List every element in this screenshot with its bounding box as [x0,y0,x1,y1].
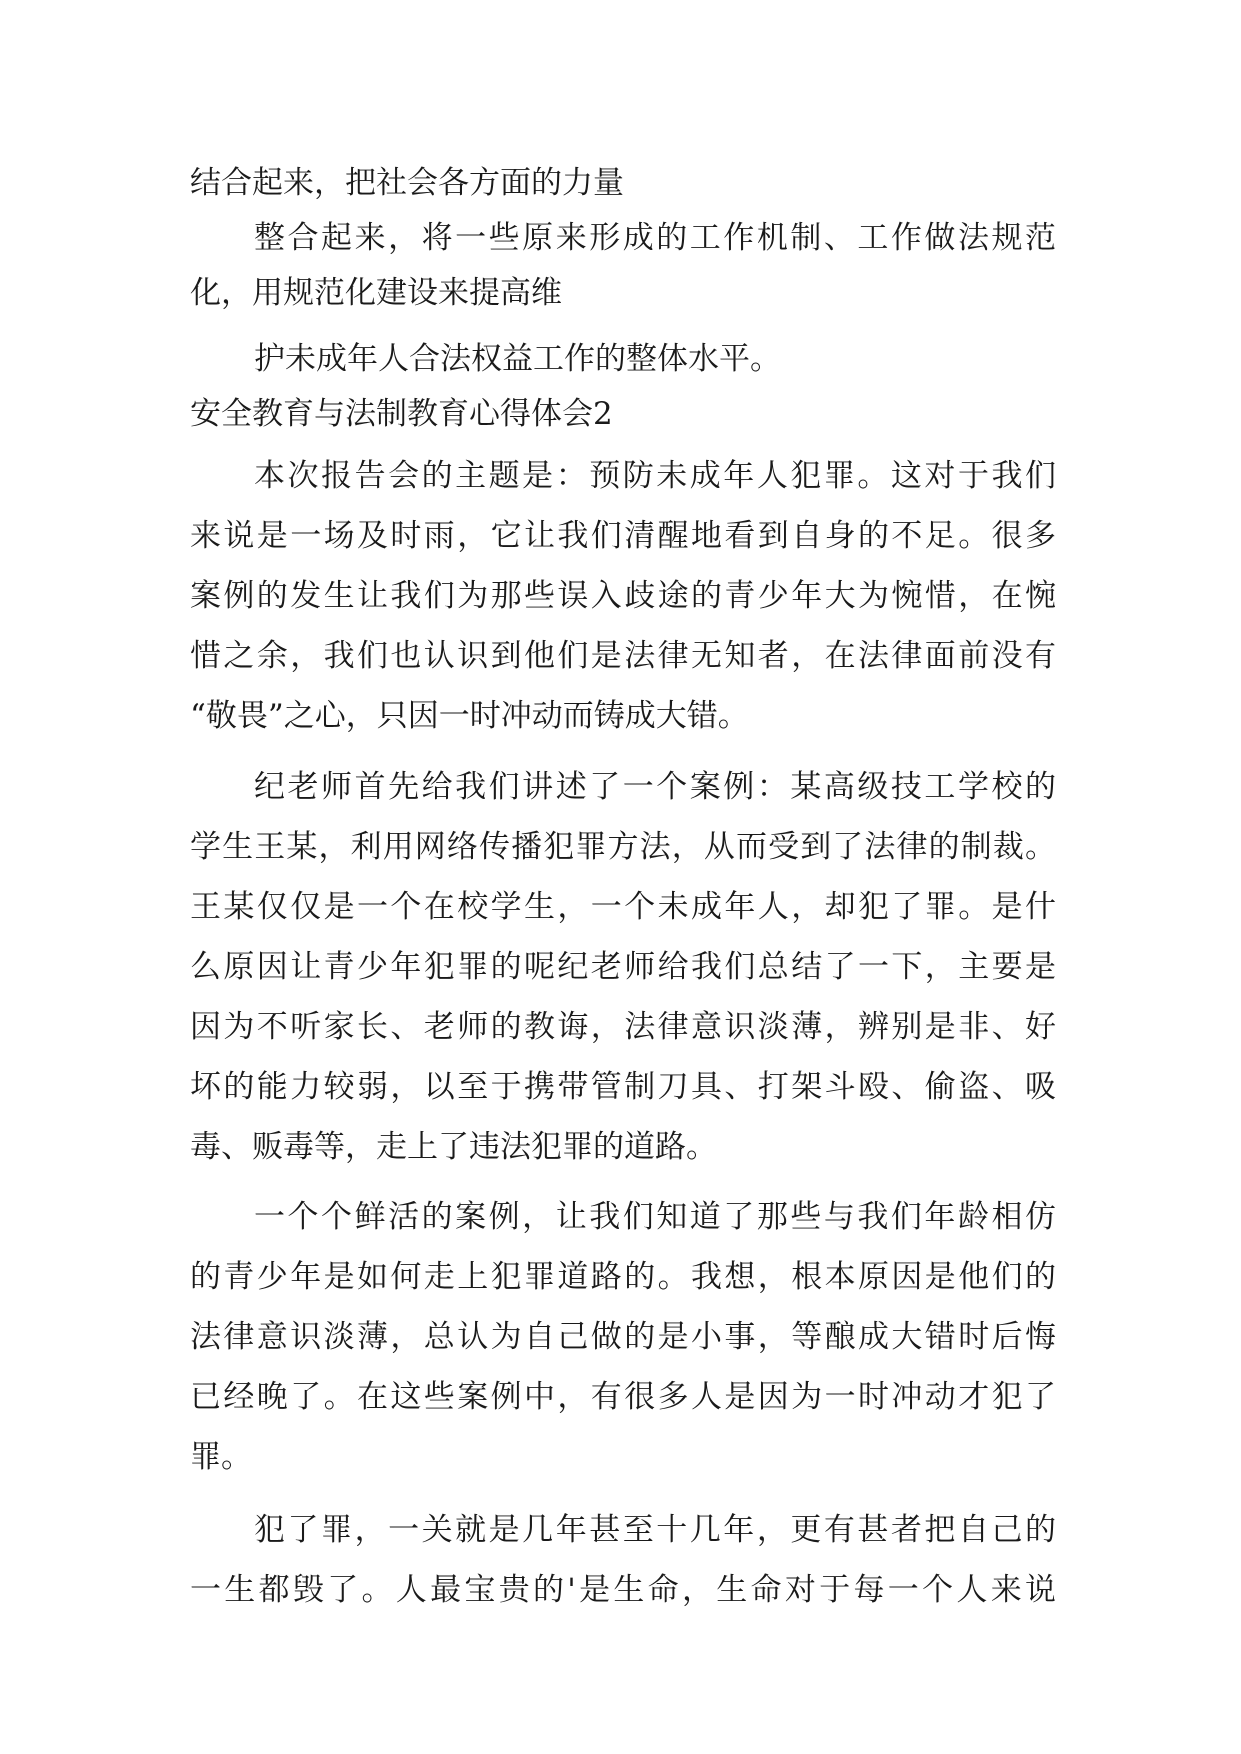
text-line: 法律意识淡薄，总认为自己做的是小事，等酿成大错时后悔 [190,1319,1056,1355]
text-line: 一个个鲜活的案例，让我们知道了那些与我们年龄相仿 [254,1199,1056,1235]
text-line: 护未成年人合法权益工作的整体水平。 [254,341,781,377]
text-line: “敬畏”之心，只因一时冲动而铸成大错。 [190,698,749,734]
text-line: 因为不听家长、老师的教诲，法律意识淡薄，辨别是非、好 [190,1009,1056,1045]
text-line: 本次报告会的主题是：预防未成年人犯罪。这对于我们 [254,458,1056,494]
text-line: 来说是一场及时雨，它让我们清醒地看到自身的不足。很多 [190,518,1056,554]
text-line: 毒、贩毒等，走上了违法犯罪的道路。 [190,1129,717,1165]
text-line: 一生都毁了。人最宝贵的'是生命，生命对于每一个人来说 [190,1572,1056,1608]
text-line: 案例的发生让我们为那些误入歧途的青少年大为惋惜，在惋 [190,578,1056,614]
text-line: 整合起来，将一些原来形成的工作机制、工作做法规范 [254,220,1056,256]
text-line: 结合起来，把社会各方面的力量 [190,165,624,201]
text-line: 的青少年是如何走上犯罪道路的。我想，根本原因是他们的 [190,1259,1056,1295]
section-heading: 安全教育与法制教育心得体会2 [190,396,613,432]
text-line: 惜之余，我们也认识到他们是法律无知者，在法律面前没有 [190,638,1056,674]
text-line: 罪。 [190,1439,252,1475]
text-line: 王某仅仅是一个在校学生，一个未成年人，却犯了罪。是什 [190,889,1056,925]
text-line: 纪老师首先给我们讲述了一个案例：某高级技工学校的 [254,769,1056,805]
text-line: 坏的能力较弱，以至于携带管制刀具、打架斗殴、偷盗、吸 [190,1069,1056,1105]
text-line: 犯了罪，一关就是几年甚至十几年，更有甚者把自己的 [254,1512,1056,1548]
text-line: 化，用规范化建设来提高维 [190,275,562,311]
text-line: 么原因让青少年犯罪的呢纪老师给我们总结了一下，主要是 [190,949,1056,985]
text-line: 已经晚了。在这些案例中，有很多人是因为一时冲动才犯了 [190,1379,1056,1415]
text-line: 学生王某，利用网络传播犯罪方法，从而受到了法律的制裁。 [190,829,1056,865]
